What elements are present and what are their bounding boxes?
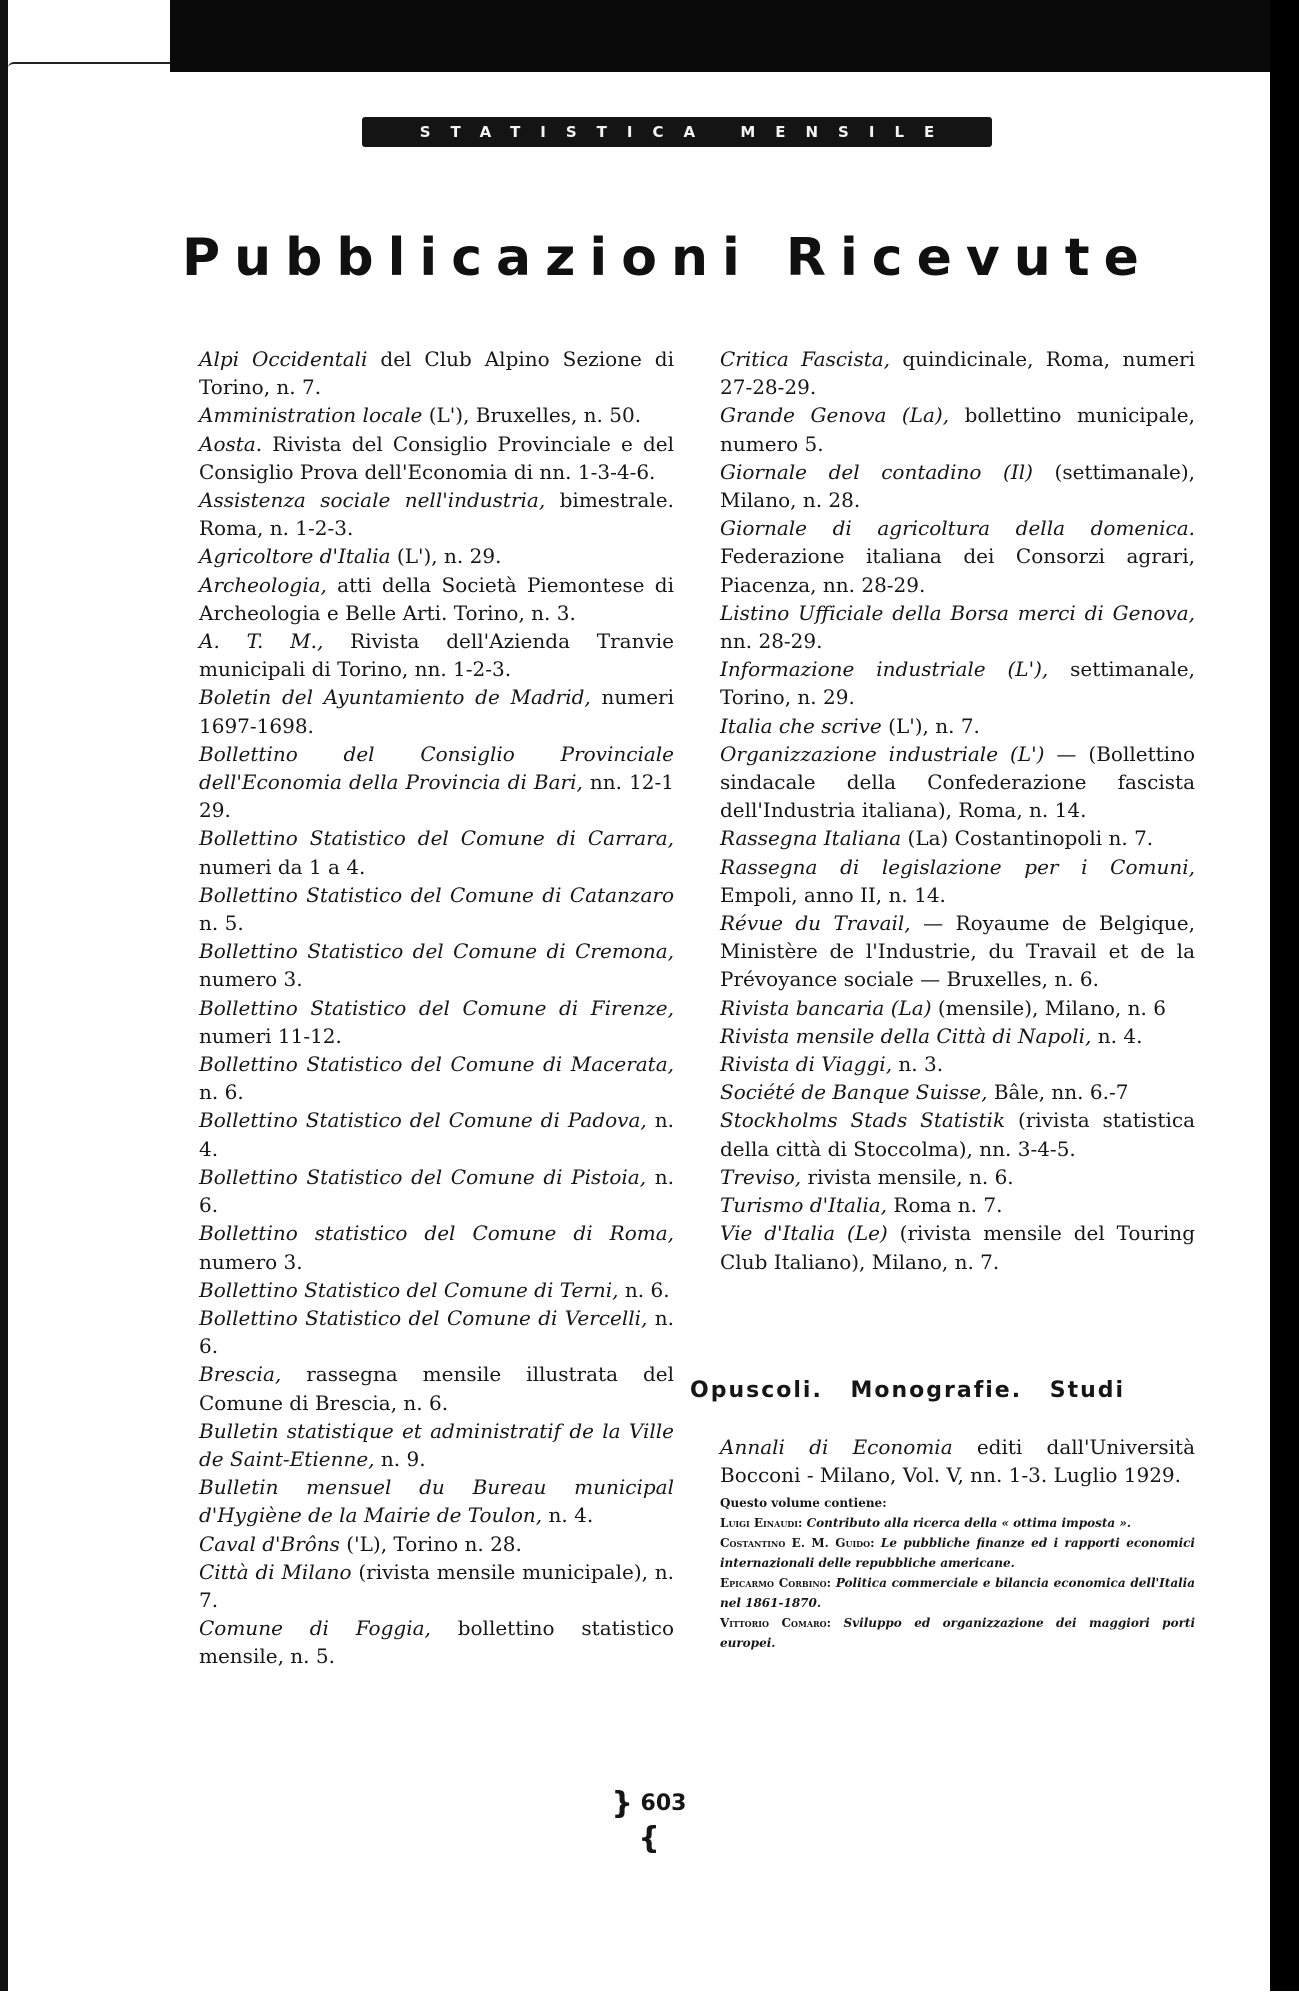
publication-entry	[199, 1106, 674, 1162]
publication-details: bimestrale. Roma, n. 1-2-3.	[199, 488, 674, 541]
publication-title: Giornale del contadino (Il)	[720, 459, 1033, 484]
right-brace-ornament: {	[638, 1821, 660, 1856]
publication-title: Caval d'Brôns	[199, 1531, 340, 1556]
publication-details: n. 4.	[542, 1503, 594, 1528]
journal-header-text: STATISTICA MENSILE	[419, 123, 955, 141]
publication-entry	[199, 542, 674, 570]
publication-details: rassegna mensile illustrata del Comune di Brescia, n. 6.	[199, 1362, 674, 1415]
publication-entry	[199, 486, 674, 542]
publication-entry	[720, 1163, 1195, 1191]
publication-details: numero 3.	[199, 967, 303, 992]
publication-entry	[199, 1473, 674, 1529]
publication-details: quindicinale, Roma, numeri 27-28-29.	[720, 347, 1196, 400]
publication-title: Comune di Foggia,	[199, 1616, 431, 1641]
scan-right-edge	[1270, 0, 1299, 1991]
publication-title: Rassegna di legislazione per i Comuni,	[720, 854, 1195, 879]
page-title: Pubblicazioni Ricevute	[182, 228, 1153, 288]
publication-details: bollettino municipale, numero 5.	[720, 403, 1195, 456]
publication-details: numeri 11-12.	[199, 1023, 342, 1048]
publication-details: (rivista statistica della città di Stoccolma), nn. 3-4-5.	[720, 1108, 1195, 1161]
publication-details: — Royaume de Belgique, Ministère de l'Industrie, du Travail et de la Prévoyance sociale — Bruxelles, n. 6.	[720, 911, 1196, 992]
contents-item-author: Luigi Einaudi:	[720, 1516, 803, 1530]
publication-details: numeri 1697-1698.	[199, 685, 674, 738]
publication-title: Italia che scrive	[720, 713, 882, 738]
publication-entry	[720, 1022, 1195, 1050]
publication-entry	[720, 1106, 1195, 1162]
publication-title: Révue du Travail,	[720, 911, 911, 936]
publication-details: n. 5.	[199, 911, 244, 936]
publication-entry	[199, 1530, 674, 1558]
publication-entry	[199, 937, 674, 993]
publication-entry	[199, 683, 674, 739]
publication-details: n. 9.	[374, 1446, 426, 1471]
publication-title: Aosta.	[199, 431, 263, 456]
publication-entry	[720, 740, 1195, 825]
publication-details: numeri da 1 a 4.	[199, 854, 366, 879]
publication-title: Organizzazione industriale (L')	[720, 741, 1045, 766]
publication-entry	[720, 1078, 1195, 1106]
publication-entry	[720, 458, 1195, 514]
monographs-section-title: Opuscoli. Monografie. Studi	[690, 1378, 1126, 1403]
publication-details: Empoli, anno II, n. 14.	[720, 882, 946, 907]
publication-entry	[199, 1614, 674, 1670]
monograph-details: editi dall'Università Bocconi - Milano, Vol. V, nn. 1-3. Luglio 1929.	[720, 1435, 1196, 1487]
publication-title: Listino Ufficiale della Borsa merci di Genova,	[720, 600, 1195, 625]
publication-details: n. 6.	[199, 1080, 244, 1105]
page-number-text: 603	[640, 1791, 687, 1816]
publication-details: settimanale, Torino, n. 29.	[720, 657, 1195, 710]
publication-entry	[199, 1163, 674, 1219]
publication-entry	[199, 1360, 674, 1416]
contents-item	[720, 1613, 1195, 1653]
publication-title: Rivista bancaria (La)	[720, 995, 932, 1020]
publication-details: (L'), n. 29.	[390, 544, 502, 569]
publication-title: Grande Genova (La),	[720, 403, 950, 428]
publication-details: Roma n. 7.	[887, 1193, 1003, 1218]
monographs-block	[720, 1433, 1195, 1653]
publication-entry	[199, 1558, 674, 1614]
publication-title: Critica Fascista,	[720, 347, 891, 371]
publication-title: Bollettino statistico del Comune di Roma,	[199, 1221, 674, 1246]
publication-entry	[720, 853, 1195, 909]
publication-details: n. 4.	[1091, 1023, 1143, 1048]
left-brace-ornament: }	[611, 1786, 633, 1821]
journal-header-band	[362, 117, 992, 147]
publication-entry	[720, 1191, 1195, 1219]
publication-title: Stockholms Stads Statistik	[720, 1108, 1006, 1133]
publication-title: Assistenza sociale nell'industria,	[199, 488, 546, 513]
publication-details: Bâle, nn. 6.-7	[987, 1080, 1129, 1105]
publication-title: Bollettino Statistico del Comune di Vercelli,	[199, 1305, 648, 1330]
publication-entry	[199, 1050, 674, 1106]
publication-title: Bollettino Statistico del Comune di Carrara,	[199, 826, 674, 851]
publication-details: del Club Alpino Sezione di Torino, n. 7.	[199, 347, 675, 400]
publication-details: rivista mensile, n. 6.	[801, 1164, 1014, 1189]
publication-entry	[199, 627, 674, 683]
publication-entry	[720, 1219, 1195, 1275]
publication-details: (L'), Bruxelles, n. 50.	[422, 403, 642, 428]
publication-details: n. 4.	[199, 1108, 674, 1161]
left-column	[199, 345, 674, 1671]
contents-item	[720, 1573, 1195, 1613]
publication-details: (rivista mensile del Touring Club Italiano), Milano, n. 7.	[720, 1221, 1195, 1274]
publication-entry	[720, 599, 1195, 655]
contents-item-title: Le pubbliche finanze ed i rapporti economici internazionali delle repubbliche americane.	[720, 1536, 1195, 1570]
publication-details: — (Bollettino sindacale della Confederazione fascista dell'Industria italiana), Roma, n. 14.	[720, 741, 1195, 823]
publication-details: (rivista mensile municipale), n. 7.	[199, 1559, 674, 1612]
publication-title: Bollettino Statistico del Comune di Padova,	[199, 1108, 647, 1133]
publication-title: Rassegna Italiana	[720, 826, 902, 851]
publication-title: Turismo d'Italia,	[720, 1193, 888, 1218]
publication-entry	[199, 345, 674, 401]
scan-top-bar	[170, 0, 1299, 72]
publication-details: (mensile), Milano, n. 6	[931, 995, 1166, 1020]
contents-item	[720, 1533, 1195, 1573]
publication-title: Giornale di agricoltura della domenica.	[720, 516, 1195, 541]
publication-title: Bollettino Statistico del Comune di Macerata,	[199, 1052, 674, 1077]
publication-details: numero 3.	[199, 1249, 303, 1274]
monograph-title: Annali di Economia	[720, 1435, 953, 1459]
publication-entry	[720, 655, 1195, 711]
contents-item-author: Costantino E. M. Guido:	[720, 1536, 875, 1550]
publication-entry	[720, 909, 1195, 994]
contents-item-author: Vittorio Comaro:	[720, 1616, 832, 1630]
publication-title: Alpi Occidentali	[199, 347, 368, 371]
contents-item-title: Contributo alla ricerca della « ottima imposta ».	[802, 1516, 1132, 1530]
publication-entry	[720, 712, 1195, 740]
publication-title: Bollettino Statistico del Comune di Firenze,	[199, 995, 674, 1020]
publication-entry	[199, 430, 674, 486]
publication-title: Brescia,	[199, 1362, 282, 1387]
publication-entry	[199, 571, 674, 627]
contents-item-author: Epicarmo Corbino:	[720, 1576, 832, 1590]
publication-entry	[199, 401, 674, 429]
page-number	[604, 1786, 694, 1856]
publication-details: bollettino statistico mensile, n. 5.	[199, 1616, 674, 1669]
publication-entry	[199, 1304, 674, 1360]
monograph-entry	[720, 1433, 1195, 1489]
publication-entry	[720, 1050, 1195, 1078]
publication-details: (L'), n. 7.	[881, 713, 980, 738]
publication-entry	[199, 740, 674, 825]
publication-title: Bollettino Statistico del Comune di Pistoia,	[199, 1164, 647, 1189]
publication-title: Rivista di Viaggi,	[720, 1052, 893, 1077]
publication-title: Vie d'Italia (Le)	[720, 1221, 888, 1246]
publication-details: (settimanale), Milano, n. 28.	[720, 459, 1195, 513]
publication-entry	[720, 994, 1195, 1022]
publication-title: Bollettino Statistico del Comune di Cremona,	[199, 939, 674, 964]
publication-details: n. 6.	[618, 1277, 670, 1302]
contents-list	[720, 1513, 1195, 1653]
publication-entry	[720, 401, 1195, 457]
publication-title: Société de Banque Suisse,	[720, 1080, 988, 1105]
publication-details: n. 6.	[199, 1305, 674, 1359]
publication-details: nn. 12-1 29.	[199, 770, 674, 823]
publication-details: ('L), Torino n. 28.	[339, 1531, 522, 1556]
right-column	[720, 345, 1195, 1276]
publication-title: Boletin del Ayuntamiento de Madrid,	[199, 685, 591, 710]
publication-title: A. T. M.,	[199, 629, 324, 654]
publication-entry	[720, 345, 1195, 401]
publication-details: n. 6.	[199, 1164, 674, 1218]
contents-item-title: Politica commerciale e bilancia economica dell'Italia nel 1861-1870.	[720, 1576, 1195, 1610]
contents-item	[720, 1513, 1195, 1533]
publication-details: nn. 28-29.	[720, 629, 823, 654]
publication-entry	[199, 994, 674, 1050]
publication-details: Rivista dell'Azienda Tranvie municipali di Torino, nn. 1-2-3.	[199, 629, 675, 682]
publication-details: Federazione italiana dei Consorzi agrari, Piacenza, nn. 28-29.	[720, 544, 1195, 597]
publication-entry	[720, 514, 1195, 599]
publication-entry	[199, 824, 674, 880]
publication-title: Bollettino Statistico del Comune di Terni,	[199, 1277, 619, 1302]
publication-title: Città di Milano	[199, 1559, 352, 1584]
publication-entry	[199, 1219, 674, 1275]
contents-label: Questo volume contiene:	[720, 1496, 887, 1510]
publication-details: n. 3.	[892, 1052, 944, 1077]
publication-title: Bollettino Statistico del Comune di Catanzaro	[199, 882, 674, 907]
publication-entry	[199, 881, 674, 937]
publication-details: (La) Costantinopoli n. 7.	[901, 826, 1154, 851]
publication-entry	[199, 1417, 674, 1473]
contents-item-title: Sviluppo ed organizzazione dei maggiori porti europei.	[720, 1616, 1196, 1650]
scan-left-edge	[0, 0, 8, 1991]
publication-entry	[720, 824, 1195, 852]
publication-title: Bulletin mensuel du Bureau municipal d'Hygiène de la Mairie de Toulon,	[199, 1475, 674, 1528]
publication-title: Amministration locale	[199, 403, 423, 428]
publication-details: atti della Società Piemontese di Archeologia e Belle Arti. Torino, n. 3.	[199, 572, 674, 625]
publication-title: Archeologia,	[199, 572, 327, 597]
publication-title: Bulletin statistique et administratif de la Ville de Saint-Etienne,	[199, 1418, 674, 1471]
publication-title: Treviso,	[720, 1164, 802, 1189]
publication-title: Bollettino del Consiglio Provinciale dell'Economia della Provincia di Bari,	[199, 741, 674, 795]
publication-title: Informazione industriale (L'),	[720, 657, 1049, 682]
publication-entry	[199, 1276, 674, 1304]
publication-title: Rivista mensile della Città di Napoli,	[720, 1023, 1092, 1048]
publication-details: Rivista del Consiglio Provinciale e del Consiglio Prova dell'Economia di nn. 1-3-4-6.	[199, 431, 674, 484]
publication-title: Agricoltore d'Italia	[199, 544, 391, 569]
